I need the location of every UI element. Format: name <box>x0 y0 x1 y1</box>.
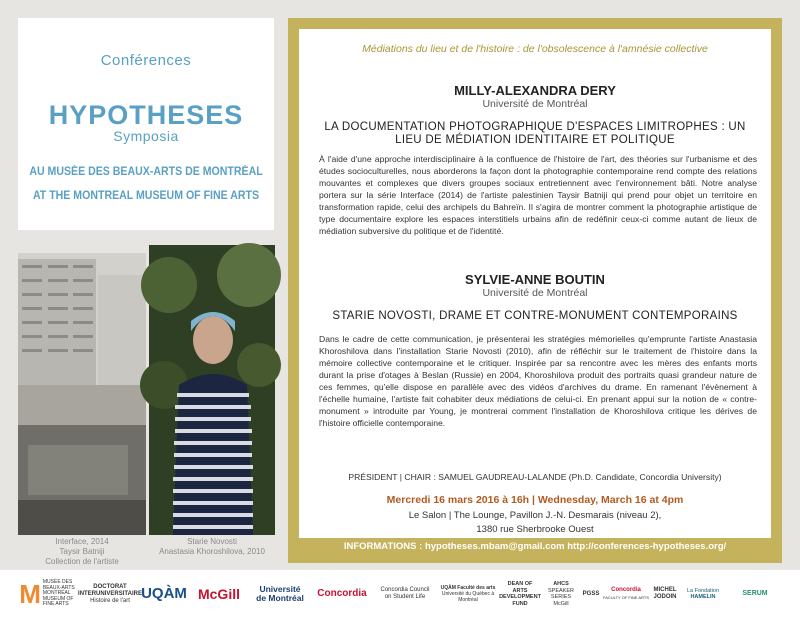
uqam-logo: UQÀM <box>141 585 187 602</box>
speaker-name-1: MILLY-ALEXANDRA DERY <box>454 83 616 98</box>
info-label: INFORMATIONS : <box>343 541 425 552</box>
doctorat-logo: DOCTORAT INTERUNIVERSITAIRE Histoire de l'art <box>78 583 142 604</box>
mbam-logo: M MUSÉE DES BEAUX-ARTS MONTRÉAL MUSEUM OF FINE ARTS <box>19 579 75 609</box>
program-panel <box>288 18 782 563</box>
uqam-arts-logo: UQÀM Faculté des arts Université du Québec à Montréal <box>440 585 496 603</box>
caption-interface: Interface, 2014 Taysir Batniji Collection de l'artiste <box>45 537 119 566</box>
title-card <box>18 18 274 230</box>
photo-interface-building <box>18 245 146 535</box>
talk-title-1: LA DOCUMENTATION PHOTOGRAPHIQUE D'ESPACES LIMITROPHES : UN LIEU DE MÉDIATION IDENTITAIRE ET POLITIQUE <box>324 121 746 146</box>
speaker-name-2: SYLVIE-ANNE BOUTIN <box>465 272 605 287</box>
speaker-affiliation-1: Université de Montréal <box>482 98 588 110</box>
concordia-fine-arts-logo: Concordia FACULTY OF FINE ARTS <box>602 586 649 600</box>
event-place-line2: 1380 rue Sherbrooke Ouest <box>476 524 594 535</box>
venue-english: AT THE MONTREAL MUSEUM OF FINE ARTS <box>32 190 260 202</box>
talk-title-2: STARIE NOVOSTI, DRAME ET CONTRE-MONUMENT CONTEMPORAINS <box>332 310 738 322</box>
michel-jodoin-logo: MICHEL JODOIN <box>653 587 677 600</box>
pgss-logo: PGSS <box>582 591 600 597</box>
sponsor-logo-strip <box>0 570 800 618</box>
hypotheses-title: HYPOTHESES <box>48 100 244 130</box>
talk-abstract-1: À l'aide d'une approche interdisciplinaire à la confluence de l'histoire de l'art, des théories sur l'urbanisme et des études socioculturelles, nous aborderons la façon dont la photographie contemporaine rend compte des relations mouvantes et complexes que divers groupes sociaux entretiennent avec l'environnement bâti. Notre analyse portera sur la série Interface (2014) de l'artiste palestinien Taysir Batniji qui prend pour objet un territoire en transformation rapide, celui des archipels du Bahreïn. Il s'agira de montrer comment la photographie artistique de type documentaire explore les espaces interstitiels urbains afin de redéfinir ceux-ci comme autant de lieux de médiation subversive du politique et de l'identité. <box>319 154 757 236</box>
caption-starie-novosti: Starie Novosti Anastasia Khoroshilova, 2010 <box>159 537 265 556</box>
info-email-link[interactable]: hypotheses.mbam@gmail.com <box>424 541 565 552</box>
ahcs-logo: AHCS SPEAKER SERIES McGill <box>548 581 574 607</box>
dean-of-arts-logo: DEAN OF ARTS DEVELOPMENT FUND <box>499 581 541 607</box>
talk-abstract-2: Dans le cadre de cette communication, je présenterai les stratégies mémorielles qu'emprunte l'artiste Anastasia Khoroshilova dans l'installation Starie Novosti (2010), afin de réfléchir sur le traitement de l'histoire dans la mémoire collective contemporaine et le critiquer. Inspirée par sa rencontre avec les mères des enfants morts durant la prise d'otages à Beslan (Russie) en 2004, Khoroshilova produit des portraits quasi grandeur nature de ces femmes, qu'elle dispose en parallèle avec des vidéos d'archives du drame. En ramenant l'évènement à l'échelle humaine, l'artiste fait cohabiter deux médiations de celui-ci. En prenant appui sur la notion de « contre-monument » introduite par Young, je montrerai comment l'installation de Khoroshilova critique les dérives de l'histoire officielle contemporaine. <box>319 334 757 428</box>
serum-logo: SERUM <box>742 590 768 597</box>
symposia-label: Symposia <box>113 128 179 144</box>
event-title: Médiations du lieu et de l'histoire : de l'obsolescence à l'amnésie collective <box>362 43 708 55</box>
event-place-line1: Le Salon | The Lounge, Pavillon J.-N. Desmarais (niveau 2), <box>408 510 662 521</box>
speaker-affiliation-2: Université de Montréal <box>482 287 588 299</box>
conferences-label: Conférences <box>100 52 192 69</box>
ccsl-logo: Concordia Council on Student Life <box>380 587 430 600</box>
concordia-logo: Concordia <box>317 588 367 599</box>
mbam-m-icon: M <box>19 579 41 609</box>
info-website-link[interactable]: http://conferences-hypotheses.org/ <box>567 541 727 552</box>
info-bar <box>288 541 782 552</box>
venue-french: AU MUSÉE DES BEAUX-ARTS DE MONTRÉAL <box>29 166 263 178</box>
mcgill-logo: McGill <box>197 586 240 602</box>
udem-logo: Université de Montréal <box>256 584 304 603</box>
event-date: Mercredi 16 mars 2016 à 16h | Wednesday, March 16 at 4pm <box>386 494 684 506</box>
photo-starie-novosti-portrait <box>149 245 275 535</box>
chair-line: PRÉSIDENT | CHAIR : SAMUEL GAUDREAU-LALANDE (Ph.D. Candidate, Concordia University) <box>348 472 722 482</box>
fondation-hamelin-logo: La Fondation HAMELIN <box>686 587 720 600</box>
program-content <box>299 29 771 538</box>
